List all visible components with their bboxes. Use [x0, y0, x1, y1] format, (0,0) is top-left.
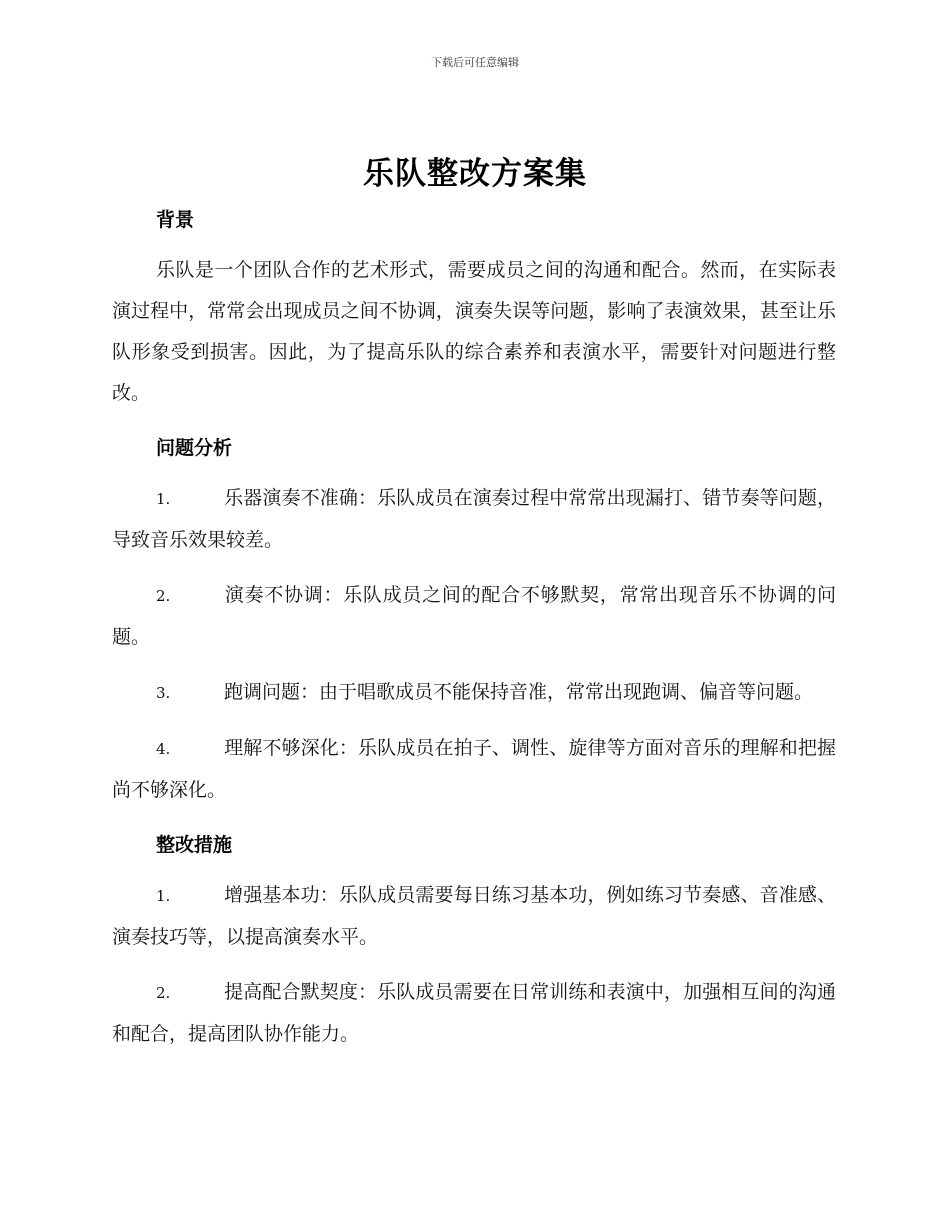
document-body — [112, 204, 836, 1055]
list-number: 1. — [156, 887, 171, 905]
list-item — [112, 728, 836, 811]
list-text: 演奏不协调：乐队成员之间的配合不够默契，常常出现音乐不协调的问题。 — [112, 584, 836, 648]
list-number: 2. — [156, 984, 171, 1002]
list-item — [112, 478, 836, 561]
document-title: 乐队整改方案集 — [363, 156, 587, 192]
list-text: 理解不够深化：乐队成员在拍子、调性、旋律等方面对音乐的理解和把握尚不够深化。 — [112, 737, 836, 801]
list-item — [112, 875, 836, 958]
section-heading-analysis: 问题分析 — [156, 437, 233, 459]
list-item — [112, 575, 836, 658]
header-note: 下载后可任意编辑 — [431, 56, 519, 69]
list-number: 2. — [156, 587, 171, 605]
list-text: 提高配合默契度：乐队成员需要在日常训练和表演中，加强相互间的沟通和配合，提高团队协作能力。 — [112, 981, 836, 1045]
list-item — [112, 672, 836, 714]
background-paragraph: 乐队是一个团队合作的艺术形式，需要成员之间的沟通和配合。然而，在实际表演过程中，常常会出现成员之间不协调，演奏失误等问题，影响了表演效果，甚至让乐队形象受到损害。因此，为了提高乐队的综合素养和表演水平，需要针对问题进行整改。 — [112, 259, 836, 404]
list-number: 3. — [156, 684, 171, 702]
section-heading-background: 背景 — [156, 209, 195, 231]
section-heading-measures: 整改措施 — [156, 834, 233, 856]
list-number: 4. — [156, 740, 171, 758]
list-number: 1. — [156, 490, 171, 508]
list-text: 增强基本功：乐队成员需要每日练习基本功，例如练习节奏感、音准感、演奏技巧等，以提高演奏水平。 — [112, 884, 836, 948]
list-text: 跑调问题：由于唱歌成员不能保持音准，常常出现跑调、偏音等问题。 — [224, 681, 814, 703]
list-item — [112, 972, 836, 1055]
list-text: 乐器演奏不准确：乐队成员在演奏过程中常常出现漏打、错节奏等问题，导致音乐效果较差。 — [112, 487, 836, 551]
